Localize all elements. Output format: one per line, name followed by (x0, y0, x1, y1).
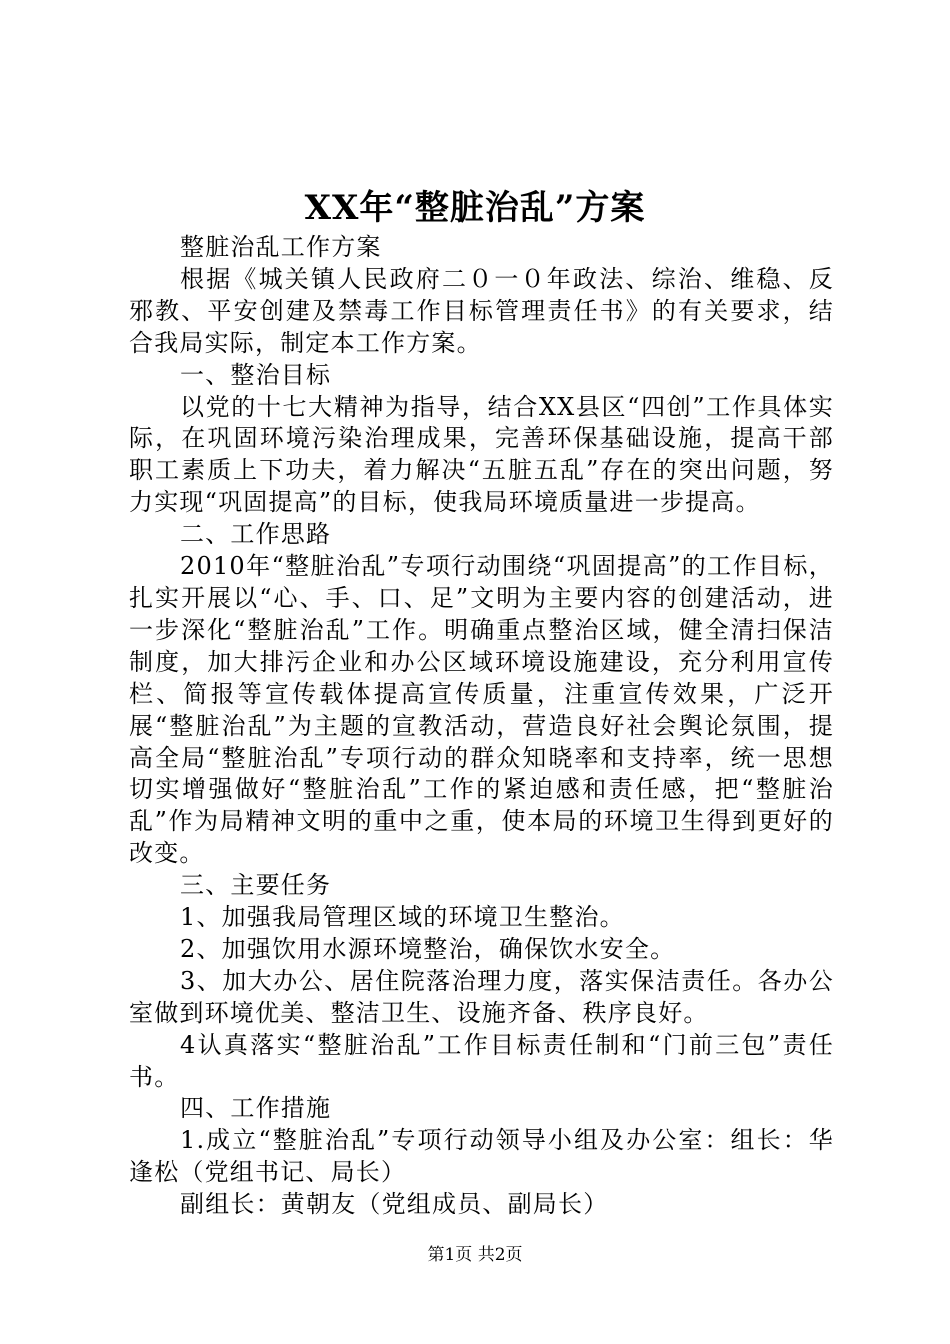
document-body (129, 232, 834, 1221)
task-item-3: 3、加大办公、居住院落治理力度，落实保洁责任。各办公室做到环境优美、整洁卫生、设施齐备、秩序良好。 (129, 966, 834, 1027)
section-heading-tasks: 三、主要任务 (180, 871, 332, 900)
measure-deputy-leader: 副组长：黄朝友（党组成员、副局长） (180, 1190, 609, 1219)
measure-item-1: 1.成立“整脏治乱”专项行动领导小组及办公室：组长：华逢松（党组书记、局长） (129, 1126, 834, 1187)
section-heading-measures: 四、工作措施 (180, 1094, 332, 1123)
paragraph-subtitle: 整脏治乱工作方案 (180, 233, 382, 261)
paragraph-approach: 2010年“整脏治乱”专项行动围绕“巩固提高”的工作目标，扎实开展以“心、手、口、足”文明为主要内容的创建活动，进一步深化“整脏治乱”工作。明确重点整治区域，健全清扫保洁制度，加大排污企业和办公区域环境设施建设，充分利用宣传栏、简报等宣传载体提高宣传质量，注重宣传效果，广泛开展“整脏治乱”为主题的宣教活动，营造良好社会舆论氛围，提高全局“整脏治乱”专项行动的群众知晓率和支持率，统一思想切实增强做好“整脏治乱”工作的紧迫感和责任感，把“整脏治乱”作为局精神文明的重中之重，使本局的环境卫生得到更好的改变。 (129, 552, 834, 868)
section-heading-approach: 二、工作思路 (180, 520, 332, 549)
task-item-1: 1、加强我局管理区域的环境卫生整治。 (180, 903, 625, 932)
paragraph-goals: 以党的十七大精神为指导，结合XX县区“四创”工作具体实际，在巩固环境污染治理成果，完善环保基础设施，提高干部职工素质上下功夫，着力解决“五脏五乱”存在的突出问题，努力实现“巩固提高”的目标，使我局环境质量进一步提高。 (129, 392, 834, 517)
document-title: XX年“整脏治乱”方案 (304, 188, 646, 228)
task-item-2: 2、加强饮用水源环境整治，确保饮水安全。 (180, 934, 676, 963)
task-item-4: 4认真落实“整脏治乱”工作目标责任制和“门前三包”责任书。 (129, 1030, 834, 1091)
section-heading-goals: 一、整治目标 (180, 360, 332, 389)
paragraph-intro: 根据《城关镇人民政府二０一０年政法、综治、维稳、反邪教、平安创建及禁毒工作目标管理责任书》的有关要求，结合我局实际，制定本工作方案。 (129, 264, 834, 357)
page-footer: 第1页 共2页 (427, 1245, 523, 1265)
